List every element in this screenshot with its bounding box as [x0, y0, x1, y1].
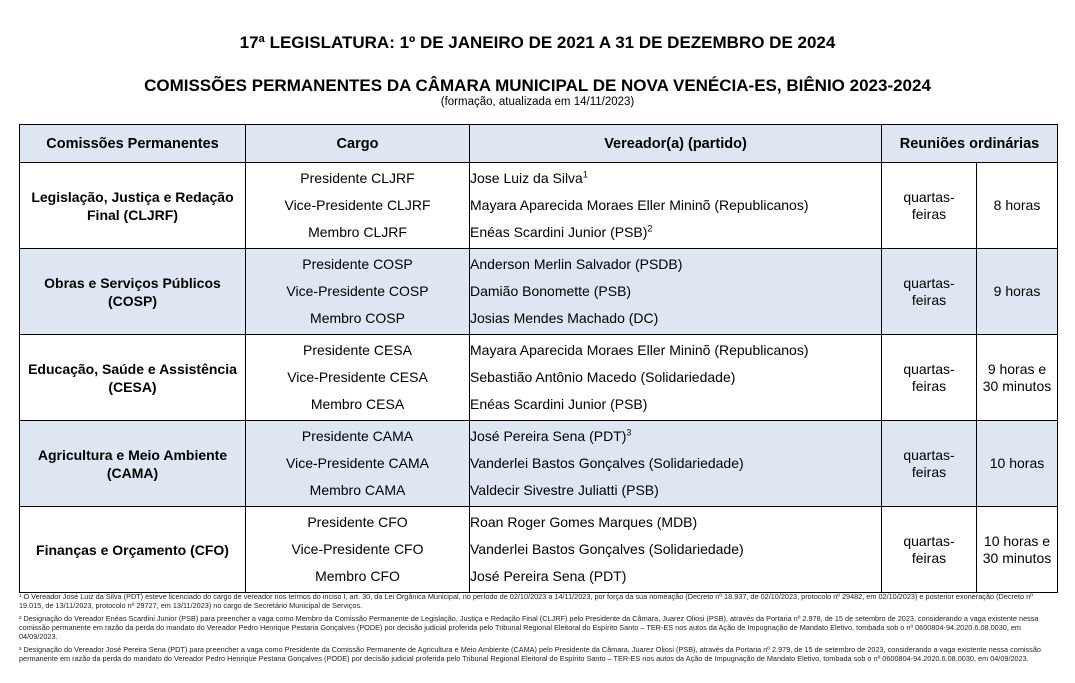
vereador-entry [470, 450, 881, 477]
commissions-table [19, 124, 1058, 593]
cargo-label: Membro COSP [310, 309, 405, 326]
meeting-time: 9 horas e 30 minutos [977, 335, 1058, 421]
vereador-entry [470, 509, 881, 536]
commission-name: Obras e Serviços Públicos (COSP) [20, 249, 246, 335]
meeting-day: quartas-feiras [882, 507, 977, 593]
col-header-vereador: Vereador(a) (partido) [470, 125, 882, 163]
cargo-cell [246, 249, 470, 335]
cargo-label: Presidente COSP [302, 256, 413, 273]
vereador-cell [470, 335, 882, 421]
cargo-label: Vice-Presidente CAMA [286, 455, 429, 472]
meeting-time: 10 horas [977, 421, 1058, 507]
meeting-time: 8 horas [977, 163, 1058, 249]
vereador-entry [470, 278, 881, 305]
meeting-day: quartas-feiras [882, 421, 977, 507]
vereador-name: Valdecir Sivestre Juliatti (PSB) [470, 481, 659, 498]
commission-name: Educação, Saúde e Assistência (CESA) [20, 335, 246, 421]
cargo-cell [246, 507, 470, 593]
vereador-name: Damião Bonomette (PSB) [470, 283, 632, 300]
vereador-cell [470, 507, 882, 593]
vereador-cell [470, 249, 882, 335]
vereador-name: Josias Mendes Machado (DC) [470, 309, 659, 326]
page-title: COMISSÕES PERMANENTES DA CÂMARA MUNICIPAL DE NOVA VENÉCIA-ES, BIÊNIO 2023-2024 [144, 76, 931, 95]
meeting-day: quartas-feiras [882, 163, 977, 249]
col-header-meetings: Reuniões ordinárias [882, 125, 1058, 163]
col-header-commission: Comissões Permanentes [20, 125, 246, 163]
cargo-label: Vice-Presidente CLJRF [284, 197, 431, 214]
footnote-ref: 1 [582, 169, 588, 180]
footnote-1: ¹ O Vereador José Luiz da Silva (PDT) esteve licenciado do cargo de vereador nos termos do inciso I, art. 30, da Lei Orgânica Municipal, no período de 02/10/2023 a 14/11/2023, por força da sua nomeação (Decreto nº 18.937, de 02/10/2023, protocolo nº 29482, em 02/10/2023) e posterior exoneração (Decreto nº 19.015, de 13/11/2023, protocolo nº 29727, em 13/11/2023) no cargo de Secretário Municipal de Serviços. [19, 592, 1033, 610]
vereador-entry [470, 391, 881, 418]
footnote-ref: 3 [626, 427, 632, 438]
vereador-name: José Pereira Sena (PDT) [470, 428, 627, 445]
vereador-name: Vanderlei Bastos Gonçalves (Solidariedade) [470, 455, 744, 472]
vereador-entry [470, 219, 881, 246]
cargo-label: Membro CFO [315, 567, 400, 584]
cargo-cell [246, 421, 470, 507]
commission-name: Agricultura e Meio Ambiente (CAMA) [20, 421, 246, 507]
vereador-entry [470, 536, 881, 563]
vereador-entry [470, 337, 881, 364]
meeting-time: 9 horas [977, 249, 1058, 335]
update-note: (formação, atualizada em 14/11/2023) [440, 96, 635, 108]
meeting-day: quartas-feiras [882, 335, 977, 421]
footnote-ref: 2 [647, 223, 653, 234]
vereador-name: Anderson Merlin Salvador (PSDB) [470, 256, 683, 273]
table-row [20, 335, 1058, 421]
cargo-label: Presidente CAMA [301, 428, 414, 445]
commission-name: Finanças e Orçamento (CFO) [20, 507, 246, 593]
vereador-entry [470, 305, 881, 332]
table-row [20, 249, 1058, 335]
table-row [20, 163, 1058, 249]
table-row [20, 421, 1058, 507]
vereador-name: Enéas Scardini Junior (PSB) [470, 223, 648, 240]
table-header-row [20, 125, 1058, 163]
vereador-entry [470, 192, 881, 219]
vereador-name: Jose Luiz da Silva [470, 170, 583, 187]
cargo-label: Presidente CLJRF [300, 170, 415, 187]
vereador-name: Enéas Scardini Junior (PSB) [470, 395, 648, 412]
cargo-label: Presidente CESA [303, 342, 412, 359]
vereador-name: Mayara Aparecida Moraes Eller Mininõ (Republicanos) [470, 342, 809, 359]
vereador-cell [470, 163, 882, 249]
cargo-label: Vice-Presidente CESA [287, 369, 428, 386]
vereador-entry [470, 423, 881, 450]
vereador-name: José Pereira Sena (PDT) [470, 567, 627, 584]
cargo-label: Membro CESA [310, 395, 405, 412]
meeting-time: 10 horas e 30 minutos [977, 507, 1058, 593]
vereador-name: Vanderlei Bastos Gonçalves (Solidariedade) [470, 541, 744, 558]
meeting-day: quartas-feiras [882, 249, 977, 335]
footnote-2: ² Designação do Vereador Enéas Scardini Junior (PSB) para preencher a vaga como Membro da Comissão Permanente de Legislação, Justiça e Redação Final (CLJRF) pelo Presidente da Câmara, Juarez Oliosi (PSB), através da Portaria nº 2.978, de 15 de setembro de 2023, considerando a vaga existente nessa comissão permanente em razão da perda do mandato do Vereador Pedro Henrique Pestana Gonçalves (PODE) por decisão judicial proferida pelo Tribunal Regional Eleitoral do Espírito Santo – TER-ES nos autos da Ação de Impugnação de Mandato Eletivo, tombada sob o nº 0600804-94.2020.6.08.0030, em 04/09/2023. [19, 614, 1039, 641]
cargo-label: Vice-Presidente CFO [291, 541, 424, 558]
vereador-entry [470, 563, 881, 590]
cargo-label: Vice-Presidente COSP [286, 283, 429, 300]
cargo-cell [246, 335, 470, 421]
cargo-label: Membro CLJRF [308, 223, 407, 240]
vereador-name: Sebastião Antônio Macedo (Solidariedade) [470, 369, 736, 386]
vereador-name: Roan Roger Gomes Marques (MDB) [470, 514, 698, 531]
vereador-entry [470, 364, 881, 391]
cargo-cell [246, 163, 470, 249]
cargo-label: Membro CAMA [309, 481, 406, 498]
commission-name: Legislação, Justiça e Redação Final (CLJRF) [20, 163, 246, 249]
vereador-entry [470, 165, 881, 192]
table-row [20, 507, 1058, 593]
vereador-entry [470, 251, 881, 278]
cargo-label: Presidente CFO [307, 514, 408, 531]
vereador-entry [470, 477, 881, 504]
vereador-name: Mayara Aparecida Moraes Eller Mininõ (Republicanos) [470, 197, 809, 214]
footnote-3: ³ Designação do Vereador José Pereira Sena (PDT) para preencher a vaga como Presidente da Comissão Permanente de Agricultura e Meio Ambiente (CAMA) pelo Presidente da Câmara, Juarez Oliosi (PSB), através da Portaria nº 2.979, de 15 de setembro de 2023, considerando a vaga existente nessa comissão permanente em razão da perda do mandato do Vereador Pedro Henrique Pestana Gonçalves (PODE) por decisão judicial proferida pelo Tribunal Regional Eleitoral do Espírito Santo – TER-ES nos autos da Ação de Impugnação de Mandato Eletivo, tombada sob o nº 0600804-94.2020.6.08.0030, em 04/09/2023. [19, 645, 1041, 663]
col-header-cargo: Cargo [246, 125, 470, 163]
legislature-title: 17ª LEGISLATURA: 1º DE JANEIRO DE 2021 A 31 DE DEZEMBRO DE 2024 [239, 33, 836, 52]
vereador-cell [470, 421, 882, 507]
